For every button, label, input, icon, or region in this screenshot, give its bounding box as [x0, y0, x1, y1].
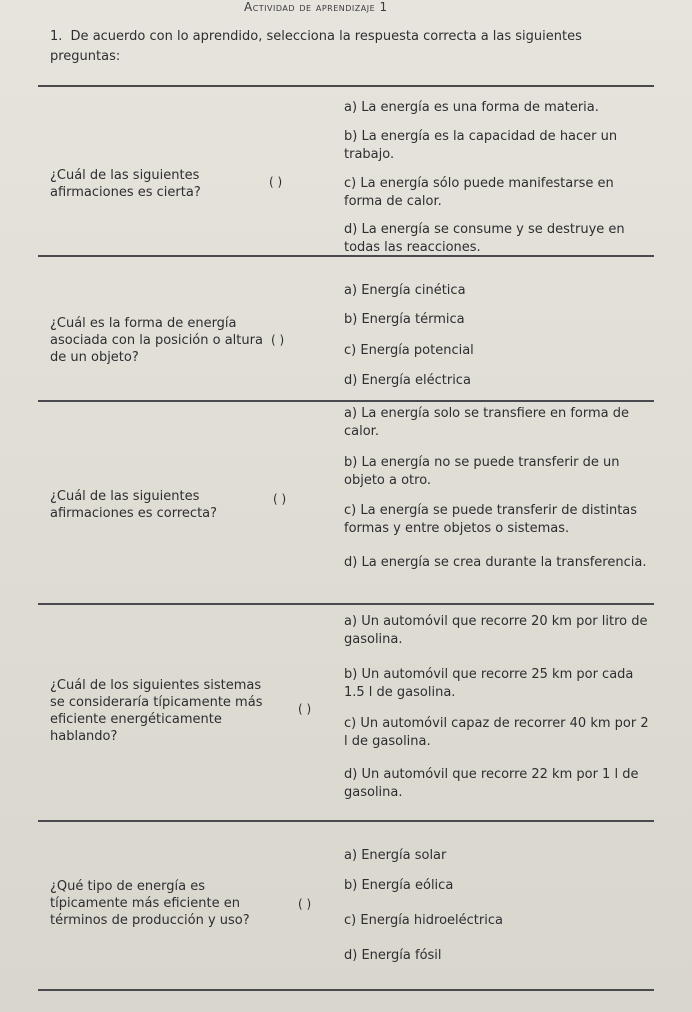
- question-row-5: [38, 822, 654, 989]
- option-a[interactable]: [344, 613, 656, 649]
- option-b[interactable]: [344, 454, 656, 490]
- option-text: Energía cinética: [361, 283, 466, 298]
- option-letter: c): [344, 176, 357, 191]
- question-prompt: ¿Cuál de los siguientes sistemas se consideraría típicamente más eficiente energéticamente hablando?: [50, 678, 263, 744]
- option-letter: b): [344, 312, 358, 327]
- option-d[interactable]: [344, 372, 656, 390]
- option-letter: b): [344, 129, 358, 144]
- answer-blank[interactable]: ( ): [269, 175, 283, 189]
- option-text: Energía solar: [361, 848, 447, 863]
- answer-blank[interactable]: ( ): [273, 492, 287, 506]
- option-b[interactable]: [344, 311, 656, 329]
- option-text: La energía es la capacidad de hacer un trabajo.: [344, 129, 618, 162]
- option-text: Energía hidroeléctrica: [360, 913, 503, 928]
- option-letter: a): [344, 614, 358, 629]
- option-text: Un automóvil que recorre 20 km por litro de gasolina.: [344, 614, 648, 647]
- answer-blank[interactable]: ( ): [298, 702, 312, 716]
- option-d[interactable]: [344, 221, 656, 257]
- option-text: La energía se consume y se destruye en todas las reacciones.: [344, 222, 625, 255]
- question-prompt: ¿Cuál de las siguientes afirmaciones es correcta?: [50, 489, 218, 521]
- option-a[interactable]: [344, 99, 656, 117]
- option-letter: c): [344, 343, 357, 358]
- question-row-1: [38, 86, 654, 255]
- option-a[interactable]: [344, 405, 656, 441]
- option-b[interactable]: [344, 877, 656, 895]
- option-letter: c): [344, 913, 357, 928]
- option-letter: c): [344, 716, 357, 731]
- option-text: La energía es una forma de materia.: [361, 100, 599, 115]
- option-text: La energía no se puede transferir de un objeto a otro.: [344, 455, 620, 488]
- instruction: [50, 27, 650, 67]
- option-letter: a): [344, 848, 358, 863]
- option-a[interactable]: [344, 847, 656, 865]
- option-c[interactable]: [344, 912, 656, 930]
- option-b[interactable]: [344, 666, 656, 702]
- option-b[interactable]: [344, 128, 656, 164]
- option-text: Energía eólica: [361, 878, 454, 893]
- option-c[interactable]: [344, 715, 656, 751]
- option-text: La energía se crea durante la transferencia.: [361, 555, 647, 570]
- activity-header: Actividad de aprendizaje 1: [244, 0, 388, 14]
- answer-blank[interactable]: ( ): [271, 333, 285, 347]
- option-letter: d): [344, 767, 358, 782]
- option-text: Un automóvil capaz de recorrer 40 km por 2 l de gasolina.: [344, 716, 649, 749]
- option-letter: a): [344, 283, 358, 298]
- question-prompt: ¿Cuál de las siguientes afirmaciones es cierta?: [50, 168, 201, 200]
- option-text: Energía fósil: [361, 948, 442, 963]
- option-text: Un automóvil que recorre 22 km por 1 l de gasolina.: [344, 767, 639, 800]
- option-text: La energía solo se transfiere en forma de calor.: [344, 406, 629, 439]
- option-letter: b): [344, 878, 358, 893]
- option-letter: d): [344, 222, 358, 237]
- option-letter: d): [344, 948, 358, 963]
- question-prompt: ¿Cuál es la forma de energía asociada con la posición o altura de un objeto?: [50, 316, 263, 365]
- option-letter: a): [344, 100, 358, 115]
- table-rule-bottom: [38, 989, 654, 991]
- option-text: Energía potencial: [360, 343, 474, 358]
- option-letter: a): [344, 406, 358, 421]
- option-text: Energía eléctrica: [361, 373, 471, 388]
- option-letter: d): [344, 373, 358, 388]
- option-text: La energía se puede transferir de distintas formas y entre objetos o sistemas.: [344, 503, 638, 536]
- answer-blank[interactable]: ( ): [298, 897, 312, 911]
- instruction-number: 1.: [50, 29, 63, 44]
- option-letter: b): [344, 455, 358, 470]
- option-c[interactable]: [344, 502, 656, 538]
- question-row-3: [38, 402, 654, 603]
- option-c[interactable]: [344, 342, 656, 360]
- question-row-4: [38, 605, 654, 820]
- option-letter: c): [344, 503, 357, 518]
- option-c[interactable]: [344, 175, 656, 211]
- option-d[interactable]: [344, 947, 656, 965]
- instruction-text: De acuerdo con lo aprendido, selecciona la respuesta correcta a las siguientes preguntas:: [50, 29, 582, 64]
- option-letter: d): [344, 555, 358, 570]
- option-d[interactable]: [344, 766, 656, 802]
- option-text: Un automóvil que recorre 25 km por cada 1.5 l de gasolina.: [344, 667, 634, 700]
- question-row-2: [38, 257, 654, 400]
- option-text: Energía térmica: [361, 312, 465, 327]
- option-letter: b): [344, 667, 358, 682]
- option-text: La energía sólo puede manifestarse en forma de calor.: [344, 176, 614, 209]
- question-prompt: ¿Qué tipo de energía es típicamente más eficiente en términos de producción y uso?: [50, 879, 250, 928]
- option-d[interactable]: [344, 554, 656, 572]
- option-a[interactable]: [344, 282, 656, 300]
